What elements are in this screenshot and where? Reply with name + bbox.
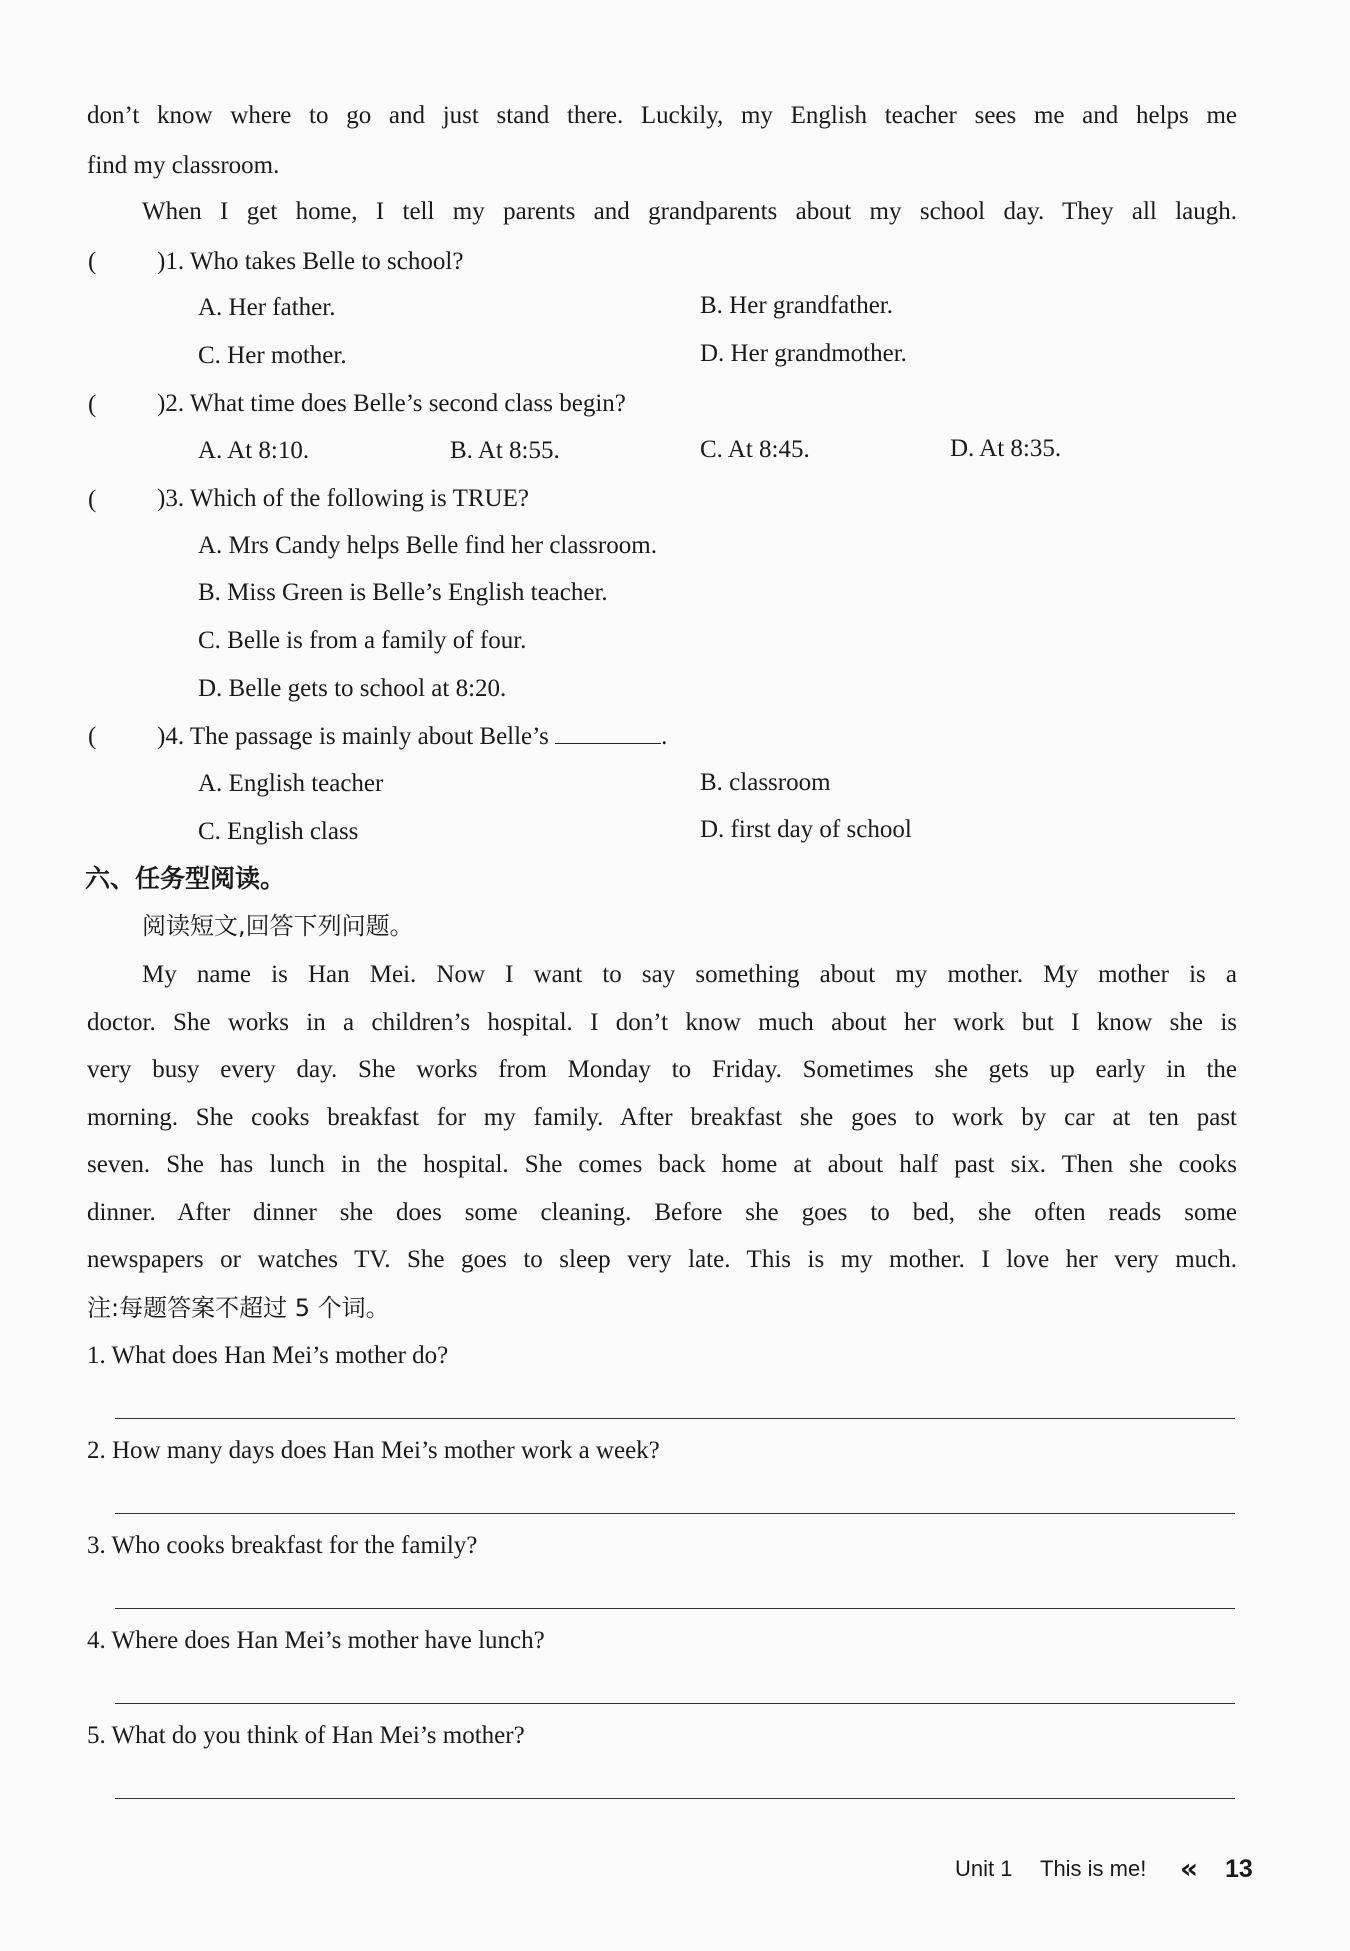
note: 注:每题答案不超过 5 个词。	[87, 1294, 390, 1322]
option-d[interactable]: D. Her grandmother.	[700, 340, 907, 367]
open-question: 1. What does Han Mei’s mother do?	[87, 1342, 449, 1369]
option-c[interactable]: C. Belle is from a family of four.	[198, 627, 527, 654]
footer-title: This is me!	[1040, 1856, 1147, 1881]
chevron-left-icon: «	[1180, 1852, 1199, 1885]
option-b[interactable]: B. Miss Green is Belle’s English teacher.	[198, 579, 608, 606]
option-b[interactable]: B. Her grandfather.	[700, 292, 893, 319]
passage-line: seven. She has lunch in the hospital. She comes back home at about half past six. Then she cooks	[87, 1151, 1237, 1178]
passage-line: find my classroom.	[87, 152, 280, 179]
passage-line: doctor. She works in a children’s hospital. I don’t know much about her work but I know she is	[87, 1009, 1237, 1036]
answer-line[interactable]	[115, 1798, 1235, 1799]
option-a[interactable]: A. At 8:10.	[198, 437, 310, 464]
open-question: 4. Where does Han Mei’s mother have lunch?	[87, 1627, 545, 1654]
option-c[interactable]: C. English class	[198, 818, 359, 845]
question-stem: )3. Which of the following is TRUE?	[157, 485, 529, 512]
question-stem-end: .	[661, 723, 668, 750]
answer-paren[interactable]: (	[88, 248, 97, 275]
question-stem: )1. Who takes Belle to school?	[157, 248, 464, 275]
answer-line[interactable]	[115, 1418, 1235, 1419]
option-a[interactable]: A. English teacher	[198, 770, 384, 797]
option-a[interactable]: A. Her father.	[198, 294, 336, 321]
passage-line: newspapers or watches TV. She goes to sleep very late. This is my mother. I love her very much.	[87, 1246, 1237, 1273]
option-b[interactable]: B. At 8:55.	[450, 437, 560, 464]
answer-line[interactable]	[115, 1703, 1235, 1704]
section-heading: 六、任务型阅读。	[85, 864, 286, 893]
answer-line[interactable]	[115, 1513, 1235, 1514]
option-d[interactable]: D. first day of school	[700, 816, 912, 843]
answer-paren[interactable]: (	[88, 723, 97, 750]
passage-line: dinner. After dinner she does some cleaning. Before she goes to bed, she often reads some	[87, 1199, 1237, 1226]
passage-line: When I get home, I tell my parents and grandparents about my school day. They all laugh.	[142, 198, 1237, 225]
question-stem	[157, 723, 667, 749]
answer-paren[interactable]: (	[88, 391, 97, 418]
option-c[interactable]: C. Her mother.	[198, 342, 347, 369]
page-number: 13	[1225, 1855, 1253, 1883]
section-instruction: 阅读短文,回答下列问题。	[142, 912, 414, 940]
answer-line[interactable]	[115, 1608, 1235, 1609]
passage-line: My name is Han Mei. Now I want to say something about my mother. My mother is a	[142, 961, 1237, 988]
question-stem: )2. What time does Belle’s second class begin?	[157, 390, 626, 417]
option-c[interactable]: C. At 8:45.	[700, 436, 810, 463]
answer-paren[interactable]: (	[88, 486, 97, 513]
option-d[interactable]: D. At 8:35.	[950, 435, 1062, 462]
passage-line: morning. She cooks breakfast for my family. After breakfast she goes to work by car at ten past	[87, 1104, 1237, 1131]
open-question: 3. Who cooks breakfast for the family?	[87, 1532, 478, 1559]
fill-blank[interactable]	[555, 723, 661, 744]
option-a[interactable]: A. Mrs Candy helps Belle find her classroom.	[198, 532, 657, 559]
option-b[interactable]: B. classroom	[700, 769, 831, 796]
question-stem-text: )4. The passage is mainly about Belle’s	[157, 723, 549, 750]
option-d[interactable]: D. Belle gets to school at 8:20.	[198, 675, 507, 702]
footer-unit: Unit 1	[955, 1856, 1013, 1881]
open-question: 2. How many days does Han Mei’s mother work a week?	[87, 1437, 660, 1464]
passage-line: very busy every day. She works from Monday to Friday. Sometimes she gets up early in the	[87, 1056, 1237, 1083]
passage-line: don’t know where to go and just stand there. Luckily, my English teacher sees me and helps me	[87, 102, 1237, 129]
open-question: 5. What do you think of Han Mei’s mother?	[87, 1722, 525, 1749]
